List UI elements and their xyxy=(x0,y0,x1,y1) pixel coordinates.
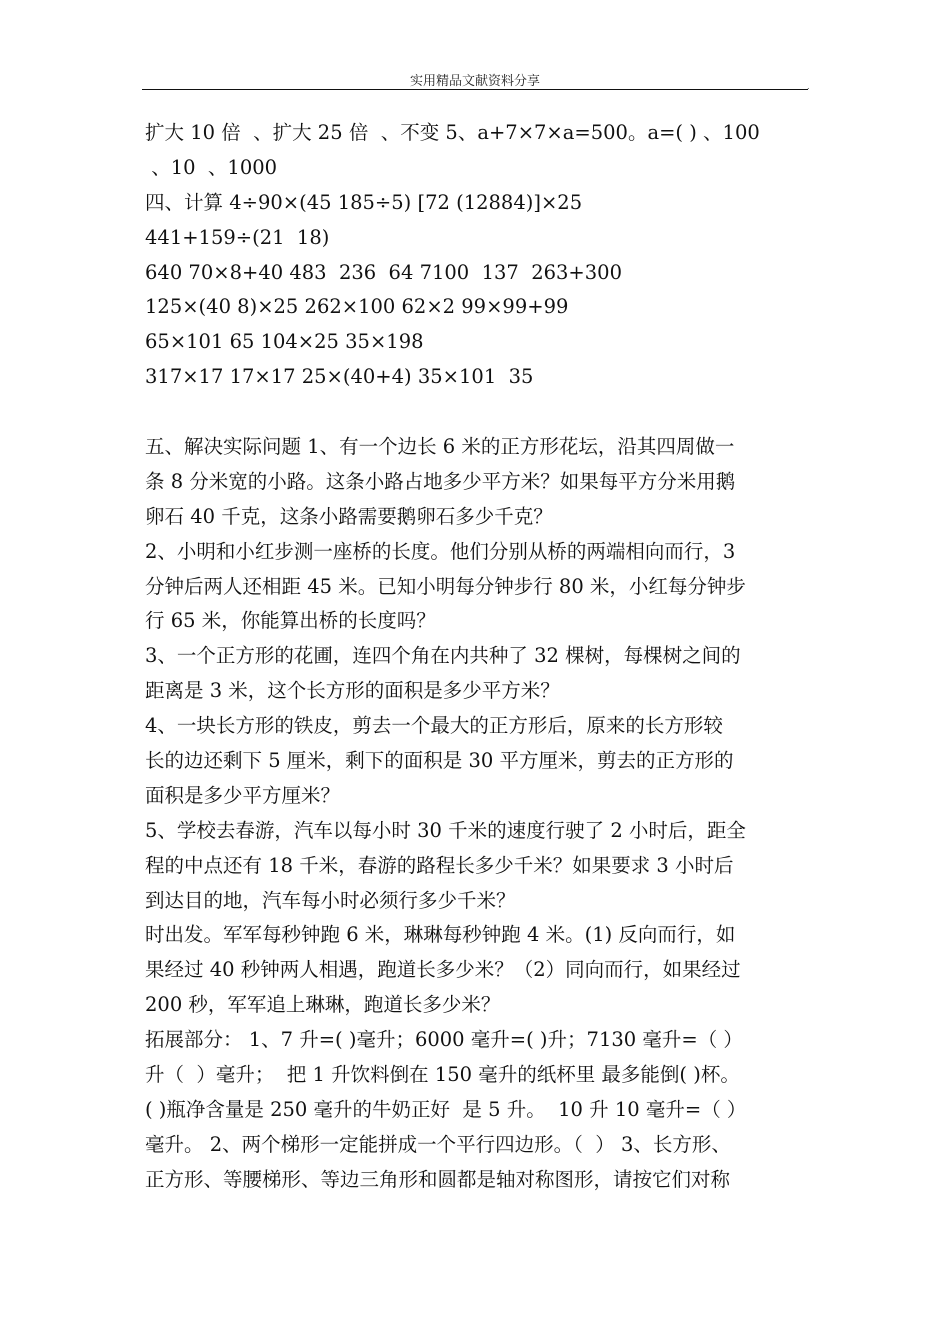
text-line: 200 秒，军军追上琳琳，跑道长多少米？ xyxy=(145,993,501,1017)
text-line: 行 65 米，你能算出桥的长度吗？ xyxy=(145,609,436,633)
text-line: 五、解决实际问题 1、有一个边长 6 米的正方形花坛，沿其四周做一 xyxy=(145,435,735,459)
text-line: 毫升。 2、两个梯形一定能拼成一个平行四边形。（ ） 3、长方形、 xyxy=(145,1132,731,1156)
text-line: 317×17 17×17 25×(40+4) 35×101 35 xyxy=(145,365,534,389)
text-line: 四、计算 4÷90×(45 185÷5) [72 (12884)]×25 xyxy=(145,190,583,214)
header-mark: . xyxy=(807,82,810,91)
text-line: 2、小明和小红步测一座桥的长度。他们分别从桥的两端相向而行，3 xyxy=(145,539,736,563)
text-line: 拓展部分： 1、7 升=( )毫升；6000 毫升=( )升；7130 毫升=（ ） xyxy=(145,1028,743,1052)
text-line: 、10 、1000 xyxy=(145,155,278,179)
text-line: 升（ ）毫升； 把 1 升饮料倒在 150 毫升的纸杯里 最多能倒( )杯。 xyxy=(145,1063,740,1087)
text-line: 距离是 3 米，这个长方形的面积是多少平方米？ xyxy=(145,679,560,703)
text-line: 65×101 65 104×25 35×198 xyxy=(145,330,424,354)
header-rule xyxy=(142,89,808,90)
text-line: 长的边还剩下 5 厘米，剩下的面积是 30 平方厘米，剪去的正方形的 xyxy=(145,749,734,773)
text-line: 果经过 40 秒钟两人相遇，跑道长多少米？（2）同向而行，如果经过 xyxy=(145,958,741,982)
text-line: 条 8 分米宽的小路。这条小路占地多少平方米？如果每平方分米用鹅 xyxy=(145,469,736,493)
text-line: 4、一块长方形的铁皮，剪去一个最大的正方形后，原来的长方形较 xyxy=(145,714,723,738)
page-header: 实用精品文献资料分享 xyxy=(409,74,540,89)
text-line: 分钟后两人还相距 45 米。已知小明每分钟步行 80 米，小红每分钟步 xyxy=(145,574,746,598)
text-line: 640 70×8+40 483 236 64 7100 137 263+300 xyxy=(145,260,622,284)
text-line: 到达目的地，汽车每小时必须行多少千米？ xyxy=(145,888,516,912)
text-line: 125×(40 8)×25 262×100 62×2 99×99+99 xyxy=(145,295,569,319)
text-line: 3、一个正方形的花圃，连四个角在内共种了 32 棵树，每棵树之间的 xyxy=(145,644,741,668)
paragraph-gap xyxy=(145,395,809,430)
text-line: 5、学校去春游，汽车以每小时 30 千米的速度行驶了 2 小时后，距全 xyxy=(145,818,746,842)
text-line: 正方形、等腰梯形、等边三角形和圆都是轴对称图形，请按它们对称 xyxy=(145,1167,731,1191)
text-line: 卵石 40 千克，这条小路需要鹅卵石多少千克？ xyxy=(145,504,553,528)
text-line: 面积是多少平方厘米？ xyxy=(145,783,341,807)
text-line: 扩大 10 倍 、扩大 25 倍 、不变 5、a+7×7×a=500。a=( ) 、100 xyxy=(145,121,760,144)
document-body xyxy=(145,116,809,1198)
text-line: 时出发。军军每秒钟跑 6 米，琳琳每秒钟跑 4 米。(1) 反向而行，如 xyxy=(145,923,736,947)
text-line: 441+159÷(21 18) xyxy=(145,225,330,249)
text-line: ( )瓶净含量是 250 毫升的牛奶正好 是 5 升。 10 升 10 毫升=（ ） xyxy=(145,1097,747,1121)
text-line: 程的中点还有 18 千米，春游的路程长多少千米？如果要求 3 小时后 xyxy=(145,853,734,877)
